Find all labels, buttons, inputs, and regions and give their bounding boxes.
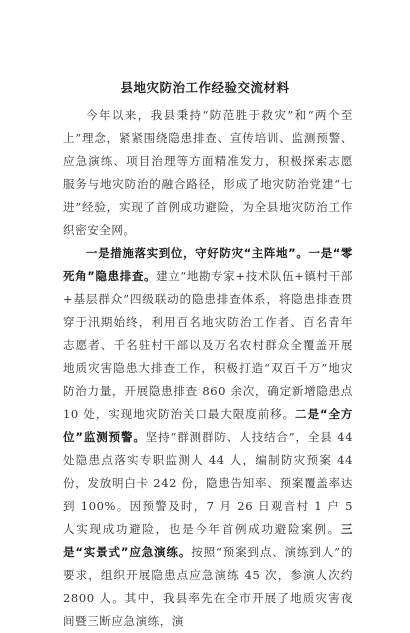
text-hazard-survey: 建立“地勘专家+技术队伍+镇村干部+基层群众”四级联动的隐患排查体系，将隐患排查贯穿于汛期始终，利用百名地灾防治工作者、百名青年志愿者、千名驻村干部以及万名农村群众全覆盖开展地质灾害隐患大排查工作，积极打造“双百千万”地灾防治力量，开展隐患排查 860 余次，确定新增隐患点 10 处，实现地灾防治关口最大限度前移。 bbox=[63, 269, 353, 421]
paragraph-measures bbox=[63, 242, 353, 633]
subheading-drills: 三是“实景式”应急演练。 bbox=[63, 522, 353, 559]
subheading-monitoring: 二是“全方位”监测预警。 bbox=[63, 407, 353, 444]
subheading-hazard-survey: 一是“零死角”隐患排查。 bbox=[63, 246, 353, 283]
document-title: 县地灾防治工作经验交流材料 bbox=[120, 80, 290, 95]
section-heading-measures: 一是措施落实到位，守好防灾“主阵地”。 bbox=[86, 246, 309, 260]
document-body bbox=[63, 104, 353, 633]
text-monitoring: 坚持“群测群防、人技结合”，全县 44 处隐患点落实专职监测人 44 人，编制防灾预案 44 份，发放明白卡 242 份，隐患告知率、预案覆盖率达到 100%。因预警及时，7 月 26 日观音村 1 户 5 人实现成功避险，也是今年首例成功避险案例。 bbox=[63, 430, 353, 536]
paragraph-intro: 今年以来，我县秉持“防范胜于救灾”和“两个至上”理念，紧紧围绕隐患排查、宣传培训、监测预警、应急演练、项目治理等方面精准发力，积极探索志愿服务与地灾防治的融合路径，形成了地灾防治党建“七进”经验，实现了首例成功避险，为全县地灾防治工作织密安全网。 bbox=[63, 108, 353, 237]
text-drills: 按照“预案到点、演练到人”的要求，组织开展隐患点应急演练 45 次，参演人次约 2800 人。其中，我县率先在全市开展了地质灾害夜间暨三断应急演练，演 bbox=[63, 545, 353, 628]
